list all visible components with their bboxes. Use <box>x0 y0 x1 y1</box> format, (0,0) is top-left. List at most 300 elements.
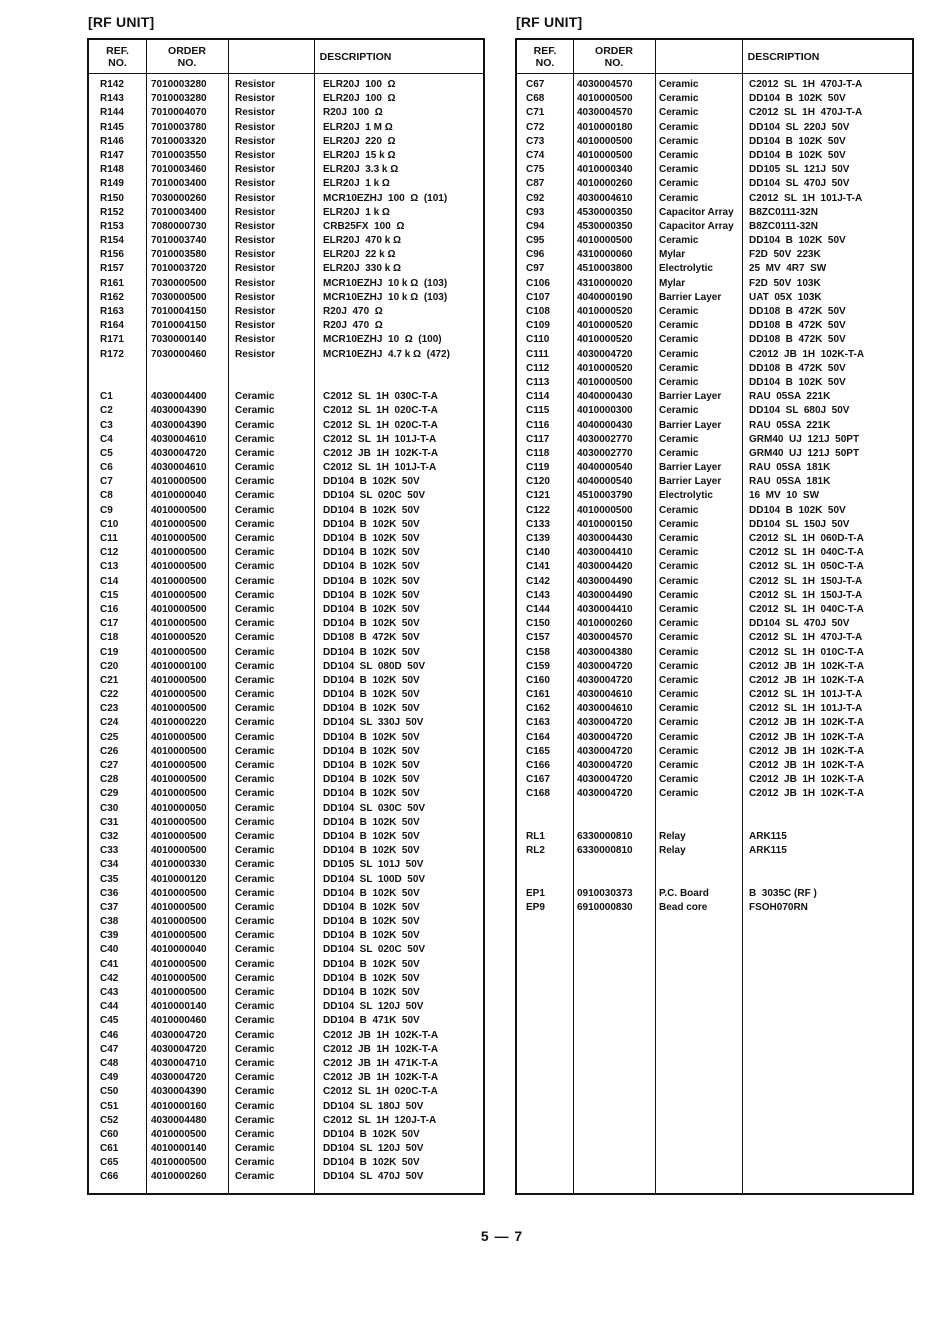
table-row <box>89 348 483 362</box>
spec-cell: CRB25FX 100 Ω <box>323 220 405 232</box>
type-cell: Ceramic <box>235 462 275 474</box>
table-row <box>517 532 912 546</box>
table-row <box>89 475 483 489</box>
type-cell: Resistor <box>235 107 276 119</box>
table-row <box>517 433 912 447</box>
order-no-cell: 4010000500 <box>577 149 633 161</box>
table-row <box>517 333 912 347</box>
table-row <box>89 844 483 858</box>
spec-cell: DD108 B 472K 50V <box>749 362 846 374</box>
ref-no-cell: C5 <box>100 447 113 459</box>
table-row <box>89 617 483 631</box>
order-no-cell: 7010003780 <box>151 121 207 133</box>
order-no-cell: 7080000730 <box>151 220 207 232</box>
spec-cell: C2012 SL 1H 101J-T-A <box>323 462 437 474</box>
table-row <box>517 390 912 404</box>
spec-cell: ELR20J 100 Ω <box>323 93 396 105</box>
order-no-cell: 4010000330 <box>151 859 207 871</box>
ref-no-cell: R156 <box>100 249 124 261</box>
type-cell: Resistor <box>235 235 276 247</box>
table-row <box>89 220 483 234</box>
spec-cell: C2012 SL 1H 120J-T-A <box>323 1114 437 1126</box>
spec-cell: C2012 JB 1H 102K-T-A <box>749 674 865 686</box>
spec-cell: ARK115 <box>749 845 787 857</box>
ref-no-cell: C165 <box>526 745 550 757</box>
table-row <box>517 688 912 702</box>
spec-cell: DD104 B 102K 50V <box>323 561 420 573</box>
table-row <box>89 78 483 92</box>
type-cell: Ceramic <box>235 1128 275 1140</box>
type-cell: Ceramic <box>235 689 275 701</box>
spec-cell: B8ZC0111-32N <box>749 206 818 218</box>
ref-no-cell: C7 <box>100 476 113 488</box>
order-no-cell: 7010003320 <box>151 135 207 147</box>
table-row <box>89 333 483 347</box>
left-section-title: [RF UNIT] <box>88 14 155 30</box>
order-no-cell: 4030004720 <box>577 760 633 771</box>
order-no-cell: 4030002770 <box>577 447 633 459</box>
spec-cell: DD104 B 102K 50V <box>323 958 420 970</box>
table-row <box>517 177 912 191</box>
type-cell: Ceramic <box>235 561 275 573</box>
spec-cell: ELR20J 15 k Ω <box>323 149 396 161</box>
ref-no-cell: C19 <box>100 646 119 658</box>
spec-cell: ELR20J 330 k Ω <box>323 263 402 275</box>
order-no-cell: 4030004720 <box>577 660 633 672</box>
type-cell: Ceramic <box>659 192 699 204</box>
type-cell: Ceramic <box>659 362 699 374</box>
table-row <box>517 504 912 518</box>
table-row <box>89 1156 483 1170</box>
type-cell: Ceramic <box>235 618 275 630</box>
table-row <box>517 78 912 92</box>
type-cell: Resistor <box>235 121 276 133</box>
spec-cell: ELR20J 1 k Ω <box>323 178 390 190</box>
order-no-cell: 4030004490 <box>577 575 633 587</box>
type-cell: Ceramic <box>659 646 699 658</box>
spec-cell: DD104 B 102K 50V <box>749 504 846 516</box>
spec-cell: 16 MV 10 SW <box>749 490 820 502</box>
ref-no-cell: C72 <box>526 121 545 133</box>
spec-cell: C2012 JB 1H 102K-T-A <box>749 788 865 800</box>
type-cell: Ceramic <box>235 1171 275 1183</box>
spec-cell: C2012 JB 1H 102K-T-A <box>323 1029 439 1041</box>
order-no-cell: 4040000540 <box>577 476 633 488</box>
table-row <box>89 291 483 305</box>
spec-cell: DD104 B 102K 50V <box>323 547 420 559</box>
spec-cell: GRM40 UJ 121J 50PT <box>749 433 860 445</box>
left-table-body <box>89 78 483 1185</box>
table-row <box>517 461 912 475</box>
type-cell: Capacitor Array <box>659 220 734 232</box>
type-cell: Ceramic <box>235 433 275 445</box>
type-cell: Ceramic <box>235 873 275 885</box>
ref-no-cell: C9 <box>100 504 113 516</box>
spec-cell: MCR10EZHJ 4.7 k Ω (472) <box>323 348 450 360</box>
table-row <box>517 787 912 801</box>
order-no-cell: 4010000520 <box>577 362 633 374</box>
table-row <box>517 731 912 745</box>
spec-cell: ELR20J 1 M Ω <box>323 121 393 133</box>
spec-cell: C2012 JB 1H 471K-T-A <box>323 1057 439 1069</box>
ref-no-cell: C21 <box>100 674 119 686</box>
table-row <box>517 575 912 589</box>
table-row <box>517 830 912 844</box>
table-row <box>517 277 912 291</box>
order-no-cell: 4310000060 <box>577 249 633 261</box>
spec-cell: DD104 B 102K 50V <box>323 618 420 630</box>
type-cell: Ceramic <box>659 135 699 147</box>
table-row <box>89 1000 483 1014</box>
type-cell: Ceramic <box>235 1086 275 1098</box>
order-no-cell: 4010000500 <box>577 235 633 247</box>
spec-cell: DD104 B 102K 50V <box>323 830 420 842</box>
spec-cell: DD104 B 102K 50V <box>323 504 420 516</box>
spec-cell: DD104 B 102K 50V <box>323 603 420 615</box>
order-no-cell: 4010000040 <box>151 490 207 502</box>
spec-cell: DD104 SL 100D 50V <box>323 873 426 885</box>
spec-cell: DD105 SL 121J 50V <box>749 164 850 176</box>
type-cell: Ceramic <box>235 760 275 771</box>
order-no-cell: 4010000040 <box>151 944 207 956</box>
spec-cell: DD104 SL 120J 50V <box>323 1001 424 1013</box>
order-no-header <box>573 42 655 72</box>
type-cell: Ceramic <box>235 816 275 828</box>
order-no-cell: 4010000500 <box>151 689 207 701</box>
ref-no-cell: R157 <box>100 263 124 275</box>
order-no-cell: 4010000500 <box>151 788 207 800</box>
ref-no-cell: C159 <box>526 660 550 672</box>
order-no-cell: 4010000140 <box>151 1143 207 1155</box>
ref-no-cell: C17 <box>100 618 119 630</box>
ref-no-header <box>517 42 573 72</box>
type-cell: Ceramic <box>235 859 275 871</box>
type-cell: Ceramic <box>659 93 699 105</box>
ref-no-cell: C37 <box>100 901 119 913</box>
table-row <box>517 135 912 149</box>
spec-cell: C2012 JB 1H 102K-T-A <box>323 1072 439 1084</box>
table-row <box>517 617 912 631</box>
order-no-cell: 6910000830 <box>577 901 633 913</box>
ref-no-cell: C121 <box>526 490 550 502</box>
order-no-cell: 4010000500 <box>577 504 633 516</box>
table-row <box>89 560 483 574</box>
table-row <box>89 404 483 418</box>
type-cell: Ceramic <box>659 533 699 544</box>
spec-cell: DD104 B 102K 50V <box>323 901 420 913</box>
spec-cell: DD104 B 102K 50V <box>323 972 420 984</box>
order-no-cell: 4010000500 <box>577 376 633 388</box>
type-cell: Resistor <box>235 334 276 346</box>
ref-no-cell: C164 <box>526 731 550 743</box>
spec-cell: MCR10EZHJ 10 k Ω (103) <box>323 291 448 303</box>
type-cell: Ceramic <box>235 901 275 913</box>
spec-cell: DD104 SL 120J 50V <box>323 1143 424 1155</box>
order-no-cell: 4010000500 <box>151 1157 207 1169</box>
spec-cell: DD104 SL 470J 50V <box>749 618 850 630</box>
order-no-cell: 7030000260 <box>151 192 207 204</box>
type-cell: Ceramic <box>659 788 699 800</box>
order-no-header-text: ORDER NO. <box>595 45 633 69</box>
spec-cell: DD104 B 102K 50V <box>323 518 420 530</box>
type-cell: Ceramic <box>235 1100 275 1112</box>
order-no-cell: 7010004150 <box>151 320 207 332</box>
ref-no-cell: EP1 <box>526 887 545 899</box>
spec-cell: C2012 SL 1H 040C-T-A <box>749 547 864 559</box>
ref-no-cell: C18 <box>100 632 119 644</box>
order-no-cell: 4010000500 <box>151 589 207 601</box>
ref-no-cell: C16 <box>100 603 119 615</box>
table-row <box>89 262 483 276</box>
order-no-cell: 4030004720 <box>577 774 633 786</box>
type-cell: Barrier Layer <box>659 419 722 431</box>
ref-no-header <box>89 42 146 72</box>
order-no-cell: 4010000500 <box>151 774 207 786</box>
type-cell: Ceramic <box>659 178 699 190</box>
table-row <box>89 135 483 149</box>
type-cell: Ceramic <box>235 447 275 459</box>
ref-no-cell: R143 <box>100 93 124 105</box>
type-cell: Ceramic <box>659 433 699 445</box>
table-row <box>517 660 912 674</box>
ref-no-header-text: REF. NO. <box>106 45 129 69</box>
ref-no-cell: C8 <box>100 490 113 502</box>
order-no-cell: 4030004610 <box>151 433 207 445</box>
type-cell: Ceramic <box>235 1015 275 1027</box>
type-cell: Ceramic <box>235 845 275 857</box>
table-row <box>89 1057 483 1071</box>
ref-no-cell: R144 <box>100 107 124 119</box>
ref-no-cell: C157 <box>526 632 550 644</box>
spec-cell: DD104 B 102K 50V <box>323 703 420 715</box>
spec-cell: DD104 B 102K 50V <box>323 731 420 743</box>
order-no-cell: 4030004720 <box>577 731 633 743</box>
type-cell: Ceramic <box>235 589 275 601</box>
order-no-cell: 7030000460 <box>151 348 207 360</box>
table-row <box>517 376 912 390</box>
ref-no-cell: C133 <box>526 518 550 530</box>
ref-no-cell: C65 <box>100 1157 119 1169</box>
type-cell: Ceramic <box>659 376 699 388</box>
ref-no-cell: C31 <box>100 816 119 828</box>
order-no-cell: 4010000500 <box>151 958 207 970</box>
table-row <box>517 716 912 730</box>
type-cell: Ceramic <box>659 107 699 119</box>
order-no-cell: 4030002770 <box>577 433 633 445</box>
spec-cell: C2012 SL 1H 470J-T-A <box>749 107 863 119</box>
order-no-cell: 4010000150 <box>577 518 633 530</box>
type-cell: Ceramic <box>235 405 275 417</box>
ref-no-cell: R145 <box>100 121 124 133</box>
order-no-cell: 7010003580 <box>151 249 207 261</box>
order-no-cell: 4030004720 <box>577 717 633 729</box>
ref-no-cell: C162 <box>526 703 550 715</box>
table-row <box>517 901 912 915</box>
spec-cell: C2012 JB 1H 102K-T-A <box>749 731 865 743</box>
order-no-cell: 4010000100 <box>151 660 207 672</box>
type-cell: Resistor <box>235 306 276 317</box>
spec-cell: UAT 05X 103K <box>749 291 822 303</box>
type-cell: Ceramic <box>235 547 275 559</box>
spec-cell: C2012 SL 1H 010C-T-A <box>749 646 864 658</box>
type-cell: Ceramic <box>659 235 699 247</box>
ref-no-cell: C38 <box>100 916 119 928</box>
spec-cell: C2012 SL 1H 050C-T-A <box>749 561 864 573</box>
order-no-cell: 7010003400 <box>151 206 207 218</box>
ref-no-cell: C117 <box>526 433 550 445</box>
table-row <box>89 773 483 787</box>
table-row <box>89 986 483 1000</box>
order-no-cell: 4010000260 <box>151 1171 207 1183</box>
type-cell: Ceramic <box>659 603 699 615</box>
spec-cell: DD104 B 102K 50V <box>323 987 420 998</box>
order-no-cell: 4030004420 <box>577 561 633 573</box>
spec-cell: DD108 B 472K 50V <box>749 320 846 332</box>
table-row <box>517 589 912 603</box>
table-row <box>89 816 483 830</box>
table-row <box>517 745 912 759</box>
order-no-cell: 4510003800 <box>577 263 633 275</box>
table-row <box>89 1100 483 1114</box>
type-cell: Ceramic <box>235 703 275 715</box>
type-cell: Ceramic <box>659 121 699 133</box>
ref-no-cell: R163 <box>100 306 124 317</box>
ref-no-cell: C22 <box>100 689 119 701</box>
spec-cell: DD108 B 472K 50V <box>749 306 846 317</box>
order-no-cell: 4010000500 <box>151 561 207 573</box>
table-row <box>517 305 912 319</box>
order-no-cell: 4010000520 <box>577 334 633 346</box>
ref-no-cell: C93 <box>526 206 545 218</box>
ref-no-cell: C113 <box>526 376 550 388</box>
table-row <box>517 546 912 560</box>
type-cell: Resistor <box>235 178 276 190</box>
ref-no-cell: C166 <box>526 760 550 771</box>
order-no-cell: 4010000500 <box>151 987 207 998</box>
ref-no-cell: C33 <box>100 845 119 857</box>
order-no-cell: 4030004610 <box>151 462 207 474</box>
ref-no-cell: C42 <box>100 972 119 984</box>
type-cell: Ceramic <box>235 1057 275 1069</box>
order-no-cell: 7030000500 <box>151 277 207 289</box>
order-no-cell: 4010000500 <box>151 745 207 757</box>
spec-cell: DD104 B 102K 50V <box>749 235 846 247</box>
type-cell: Resistor <box>235 206 276 218</box>
ref-no-cell: R149 <box>100 178 124 190</box>
order-no-cell: 4010000500 <box>151 476 207 488</box>
ref-no-cell: C39 <box>100 930 119 942</box>
spec-cell: C2012 JB 1H 102K-T-A <box>749 660 865 672</box>
spec-cell: DD104 B 102K 50V <box>323 774 420 786</box>
order-no-cell: 4010000500 <box>151 533 207 544</box>
ref-no-cell: C3 <box>100 419 113 431</box>
order-no-cell: 6330000810 <box>577 845 633 857</box>
order-no-cell: 4010000460 <box>151 1015 207 1027</box>
ref-no-cell: C94 <box>526 220 545 232</box>
order-no-cell: 4010000500 <box>151 916 207 928</box>
spec-cell: DD104 SL 470J 50V <box>749 178 850 190</box>
ref-no-cell: C95 <box>526 235 545 247</box>
spec-cell: DD104 B 102K 50V <box>323 533 420 544</box>
order-no-cell: 4010000180 <box>577 121 633 133</box>
table-row <box>517 220 912 234</box>
table-row <box>89 830 483 844</box>
type-cell: Resistor <box>235 277 276 289</box>
order-no-cell: 7010003280 <box>151 93 207 105</box>
ref-no-cell: C11 <box>100 533 118 544</box>
spec-cell: DD104 SL 180J 50V <box>323 1100 424 1112</box>
order-no-cell: 7010004070 <box>151 107 207 119</box>
table-row <box>89 660 483 674</box>
ref-no-cell: C167 <box>526 774 550 786</box>
type-cell: Ceramic <box>659 504 699 516</box>
table-row <box>517 518 912 532</box>
table-row <box>89 575 483 589</box>
spec-cell: DD104 SL 150J 50V <box>749 518 850 530</box>
table-row <box>89 915 483 929</box>
order-no-cell: 4030004610 <box>577 192 633 204</box>
ref-no-cell: R152 <box>100 206 124 218</box>
table-row <box>517 192 912 206</box>
type-cell: Resistor <box>235 263 276 275</box>
order-no-cell: 4030004390 <box>151 419 207 431</box>
order-no-cell: 6330000810 <box>577 830 633 842</box>
spec-cell: DD104 B 102K 50V <box>323 816 420 828</box>
spec-cell: RAU 05SA 181K <box>749 462 831 474</box>
ref-no-cell: C28 <box>100 774 119 786</box>
ref-no-cell: C23 <box>100 703 119 715</box>
order-no-cell: 4010000500 <box>151 504 207 516</box>
spec-cell: ELR20J 1 k Ω <box>323 206 390 218</box>
ref-no-cell: C68 <box>526 93 545 105</box>
type-cell: Barrier Layer <box>659 462 722 474</box>
order-no-cell: 4040000430 <box>577 391 633 403</box>
spec-cell: C2012 SL 1H 020C-T-A <box>323 1086 438 1098</box>
table-row <box>89 745 483 759</box>
ref-no-cell: EP9 <box>526 901 545 913</box>
type-cell: Ceramic <box>659 589 699 601</box>
spec-cell: B8ZC0111-32N <box>749 220 818 232</box>
ref-no-cell: C109 <box>526 320 550 332</box>
ref-no-cell: C107 <box>526 291 550 303</box>
table-row <box>89 688 483 702</box>
table-row <box>517 262 912 276</box>
order-no-cell: 4030004720 <box>577 788 633 800</box>
table-row <box>517 631 912 645</box>
type-cell: Ceramic <box>235 646 275 658</box>
ref-no-cell: C4 <box>100 433 113 445</box>
spec-cell: GRM40 UJ 121J 50PT <box>749 447 860 459</box>
table-row <box>89 901 483 915</box>
table-row <box>89 376 483 390</box>
table-row <box>89 972 483 986</box>
spec-cell: DD104 B 102K 50V <box>749 93 846 105</box>
ref-no-cell: C141 <box>526 561 550 573</box>
table-row <box>89 1170 483 1184</box>
ref-no-cell: R153 <box>100 220 124 232</box>
type-cell: Ceramic <box>659 717 699 729</box>
table-row <box>517 319 912 333</box>
ref-no-cell: C29 <box>100 788 119 800</box>
ref-no-cell: C97 <box>526 263 545 275</box>
table-row <box>89 149 483 163</box>
order-no-cell: 4040000430 <box>577 419 633 431</box>
type-cell: Ceramic <box>235 930 275 942</box>
order-no-cell: 4010000500 <box>151 760 207 771</box>
spec-cell: DD104 B 102K 50V <box>323 845 420 857</box>
table-row <box>89 319 483 333</box>
ref-no-cell: C48 <box>100 1057 119 1069</box>
